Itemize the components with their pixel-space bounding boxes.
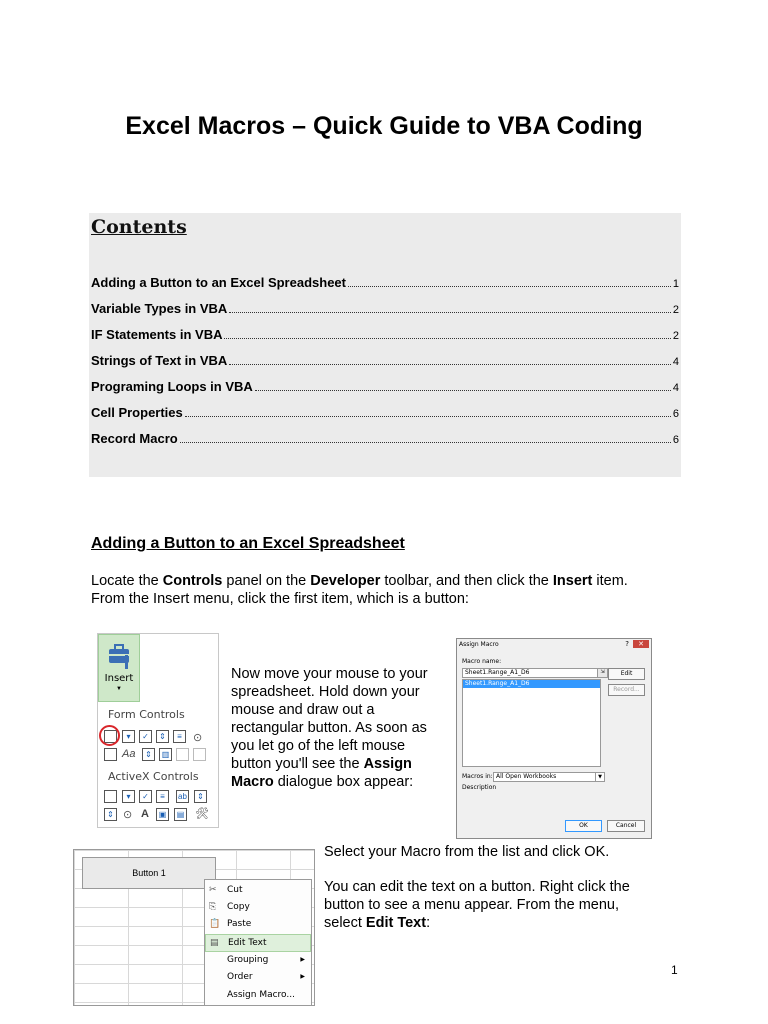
activex-label-icon[interactable]: A bbox=[141, 808, 149, 820]
text-run: select bbox=[324, 915, 366, 931]
text-bold: Assign bbox=[363, 756, 412, 772]
toc-entry-title: Strings of Text in VBA bbox=[91, 353, 228, 368]
scissors-icon: ✂ bbox=[209, 885, 217, 895]
menu-label: Edit Text bbox=[228, 938, 267, 948]
activex-checkbox-icon[interactable]: ✓ bbox=[139, 790, 152, 803]
combo-box-icon[interactable]: ▾ bbox=[122, 730, 135, 743]
toc-entry-title: Adding a Button to an Excel Spreadsheet bbox=[91, 275, 346, 290]
activex-image-icon[interactable]: ▣ bbox=[156, 808, 169, 821]
activex-option-icon[interactable]: ⊙ bbox=[123, 809, 133, 821]
macro-name-input[interactable]: Sheet1.Range_A1_D6 bbox=[462, 668, 598, 678]
toc-entry-page: 6 bbox=[672, 434, 679, 446]
edit-text-instructions bbox=[324, 878, 684, 932]
chart-control-icon[interactable]: ▥ bbox=[159, 748, 172, 761]
assign-macro-dialog bbox=[456, 638, 652, 839]
activex-textbox-icon[interactable]: ab bbox=[176, 790, 189, 803]
text-run: button you'll see the bbox=[231, 756, 364, 772]
select-macro-text: Select your Macro from the list and click OK. bbox=[324, 844, 610, 860]
menu-label: Assign Macro... bbox=[227, 990, 295, 1000]
menu-item-copy[interactable] bbox=[205, 899, 311, 915]
toc-leader bbox=[180, 442, 671, 443]
toolbox-icon bbox=[99, 639, 139, 675]
toc-entry-title: Variable Types in VBA bbox=[91, 301, 228, 316]
text-run: Locate the bbox=[91, 573, 163, 589]
toc-leader bbox=[224, 338, 670, 339]
label-control-icon[interactable]: Aa bbox=[122, 748, 136, 760]
section-heading: Adding a Button to an Excel Spreadsheet bbox=[91, 535, 405, 552]
text-line: rectangular button. As soon as bbox=[231, 720, 427, 736]
text-line: button to see a menu appear. From the menu, bbox=[324, 897, 620, 913]
ok-button[interactable]: OK bbox=[565, 820, 602, 832]
text-run: panel on the bbox=[222, 573, 311, 589]
form-button[interactable]: Button 1 bbox=[82, 857, 216, 889]
combo-list-icon[interactable] bbox=[193, 748, 206, 761]
toc-entry-title: IF Statements in VBA bbox=[91, 327, 223, 342]
chevron-down-icon: ▼ bbox=[116, 686, 122, 692]
collapse-dialog-icon[interactable]: ⇲ bbox=[597, 668, 608, 678]
toc-entry[interactable] bbox=[91, 298, 679, 316]
text-run: item. bbox=[592, 573, 628, 589]
text-line: Now move your mouse to your bbox=[231, 666, 428, 682]
toc-entry-title: Programing Loops in VBA bbox=[91, 379, 253, 394]
toc-entry[interactable] bbox=[91, 402, 679, 420]
menu-item-grouping[interactable] bbox=[205, 952, 311, 968]
spreadsheet-screenshot bbox=[73, 849, 315, 1006]
document-title: Excel Macros – Quick Guide to VBA Coding bbox=[125, 112, 643, 140]
highlight-circle bbox=[99, 725, 120, 746]
toc-entry-page: 6 bbox=[672, 408, 679, 420]
insert-label: Insert bbox=[104, 673, 134, 684]
group-box-icon[interactable] bbox=[104, 748, 117, 761]
spin-button-icon[interactable]: ⇕ bbox=[156, 730, 169, 743]
macro-list[interactable] bbox=[462, 679, 601, 767]
menu-item-assign-macro[interactable] bbox=[205, 987, 311, 1003]
text-line: spreadsheet. Hold down your bbox=[231, 684, 420, 700]
context-menu bbox=[204, 879, 312, 1006]
toc-entry-page: 4 bbox=[672, 382, 679, 394]
option-button-icon[interactable]: ⊙ bbox=[193, 732, 203, 744]
toc-entry[interactable] bbox=[91, 272, 679, 290]
edit-button[interactable]: Edit bbox=[608, 668, 645, 680]
intro-paragraph bbox=[91, 572, 691, 608]
insert-button[interactable] bbox=[98, 634, 140, 702]
text-line: you let go of the left mouse bbox=[231, 738, 406, 754]
toc-entry[interactable] bbox=[91, 428, 679, 446]
macros-in-select[interactable] bbox=[493, 772, 605, 782]
text-bold: Controls bbox=[162, 573, 223, 589]
toc-entry-page: 2 bbox=[672, 304, 679, 316]
help-icon[interactable]: ? bbox=[625, 640, 629, 648]
close-icon[interactable]: ✕ bbox=[633, 640, 649, 648]
assign-instructions bbox=[231, 665, 446, 791]
edit-text-icon: ▤ bbox=[210, 938, 219, 948]
dialog-title: Assign Macro bbox=[459, 641, 499, 648]
controls-ribbon-screenshot bbox=[97, 633, 219, 828]
chevron-right-icon: ▶ bbox=[300, 973, 305, 980]
menu-label: Grouping bbox=[227, 955, 269, 965]
toc-entry[interactable] bbox=[91, 350, 679, 368]
menu-label: Cut bbox=[227, 885, 243, 895]
macros-in-value: All Open Workbooks bbox=[496, 773, 557, 780]
table-of-contents bbox=[89, 213, 681, 477]
activex-controls-label: ActiveX Controls bbox=[108, 770, 199, 783]
toc-entry[interactable] bbox=[91, 324, 679, 342]
text-run: toolbar, and then click the bbox=[380, 573, 553, 589]
list-box-icon[interactable]: ≡ bbox=[173, 730, 186, 743]
menu-item-edit-text[interactable] bbox=[205, 934, 311, 952]
toc-leader bbox=[255, 390, 671, 391]
toc-leader bbox=[229, 364, 671, 365]
toc-entry-page: 1 bbox=[672, 278, 679, 290]
description-label: Description bbox=[462, 784, 497, 791]
text-bold: Developer bbox=[310, 573, 381, 589]
macro-list-item[interactable]: Sheet1.Range_A1_D6 bbox=[463, 680, 600, 688]
menu-item-order[interactable] bbox=[205, 969, 311, 985]
chevron-right-icon: ▶ bbox=[300, 956, 305, 963]
menu-item-paste[interactable] bbox=[205, 916, 311, 932]
scroll-bar-icon[interactable]: ⇕ bbox=[142, 748, 155, 761]
activex-list-icon[interactable]: ≡ bbox=[156, 790, 169, 803]
toc-entry-page: 4 bbox=[672, 356, 679, 368]
page-number: 1 bbox=[671, 963, 678, 977]
copy-icon: ⎘ bbox=[209, 902, 217, 912]
text-run: From the Insert menu, click the first item, which is a button: bbox=[91, 591, 469, 607]
more-controls-icon[interactable]: 🛠 bbox=[195, 808, 209, 820]
toc-leader bbox=[348, 286, 671, 287]
toc-leader bbox=[185, 416, 671, 417]
toc-entry-page: 2 bbox=[672, 330, 679, 342]
text-line: You can edit the text on a button. Right click the bbox=[324, 879, 630, 895]
text-run: : bbox=[426, 915, 431, 931]
text-bold: Edit Text bbox=[365, 915, 427, 931]
toc-entry[interactable] bbox=[91, 376, 679, 394]
dropdown-arrow-icon[interactable]: ▼ bbox=[595, 773, 604, 781]
menu-item-cut[interactable] bbox=[205, 882, 311, 898]
activex-toggle-icon[interactable]: ▤ bbox=[174, 808, 187, 821]
record-button[interactable]: Record... bbox=[608, 684, 645, 696]
text-bold: Macro bbox=[231, 774, 274, 790]
text-line: mouse and draw out a bbox=[231, 702, 375, 718]
text-field-icon[interactable] bbox=[176, 748, 189, 761]
toc-entry-title: Cell Properties bbox=[91, 405, 183, 420]
paste-icon: 📋 bbox=[209, 919, 221, 929]
menu-label: Copy bbox=[227, 902, 250, 912]
cancel-button[interactable]: Cancel bbox=[607, 820, 645, 832]
activex-button-icon[interactable] bbox=[104, 790, 117, 803]
activex-scrollbar-icon[interactable]: ⇕ bbox=[194, 790, 207, 803]
checkbox-icon[interactable]: ✓ bbox=[139, 730, 152, 743]
toc-leader bbox=[229, 312, 671, 313]
activex-combo-icon[interactable]: ▾ bbox=[122, 790, 135, 803]
toc-heading: Contents bbox=[91, 216, 187, 238]
toc-entry-title: Record Macro bbox=[91, 431, 178, 446]
form-controls-label: Form Controls bbox=[108, 708, 185, 721]
menu-label: Order bbox=[227, 972, 253, 982]
activex-spin-icon[interactable]: ⇕ bbox=[104, 808, 117, 821]
macros-in-label: Macros in: bbox=[462, 773, 493, 780]
macro-name-label: Macro name: bbox=[462, 658, 502, 665]
text-run: dialogue box appear: bbox=[273, 774, 414, 790]
menu-label: Paste bbox=[227, 919, 252, 929]
text-bold: Insert bbox=[552, 573, 593, 589]
